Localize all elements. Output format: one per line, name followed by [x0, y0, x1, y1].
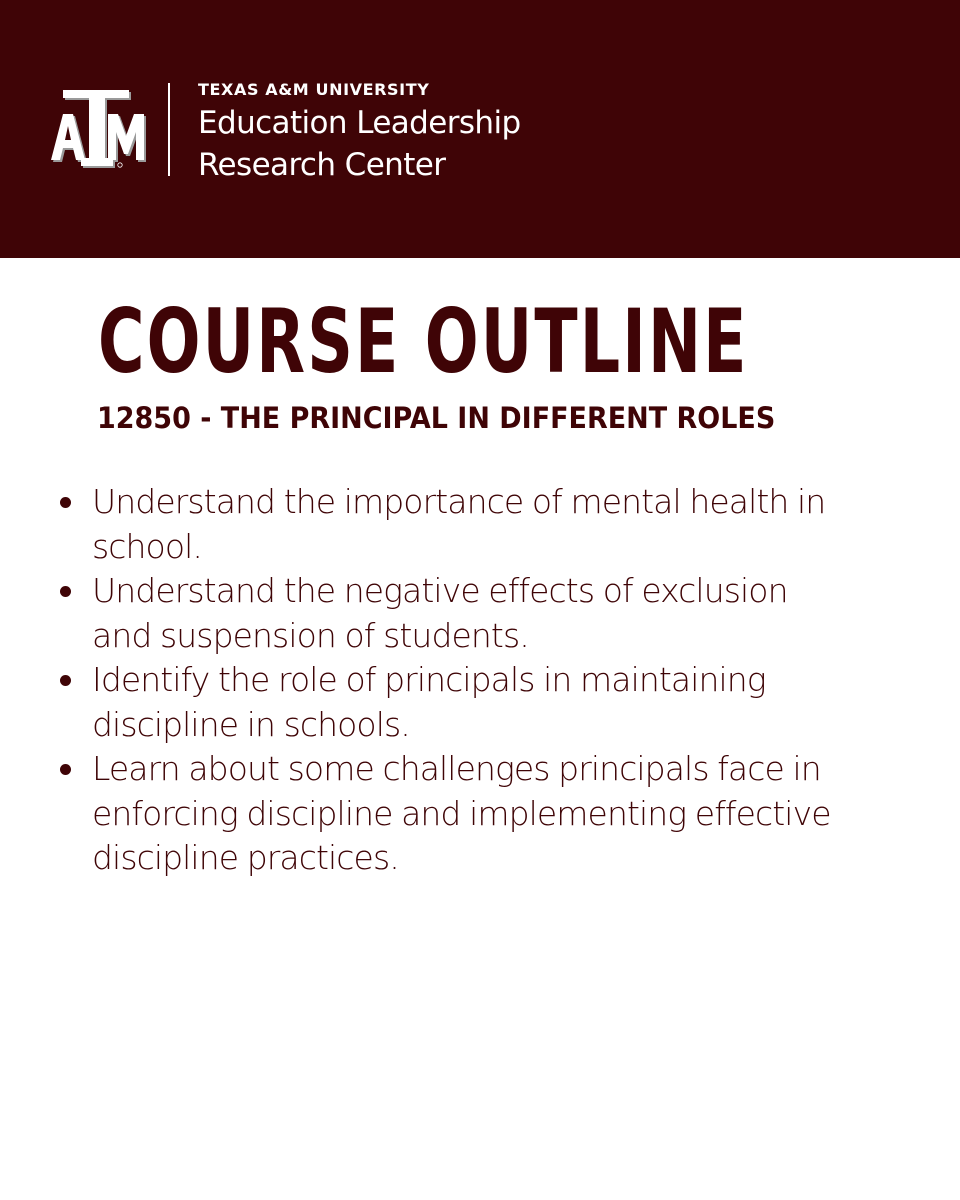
page-title: COURSE OUTLINE [98, 290, 749, 393]
outline-item: Understand the importance of mental health in school. [52, 480, 852, 569]
header-banner [0, 0, 960, 258]
center-name-line-1: Education Leadership [198, 105, 521, 141]
outline-list [52, 480, 852, 881]
header-divider [168, 83, 170, 176]
course-subtitle: 12850 - THE PRINCIPAL IN DIFFERENT ROLES [97, 401, 776, 435]
center-name [198, 102, 521, 186]
center-name-line-2: Research Center [198, 147, 446, 183]
outline-item: Learn about some challenges principals face in enforcing discipline and implementing effective discipline practices. [52, 747, 852, 881]
outline-item: Understand the negative effects of exclusion and suspension of students. [52, 569, 852, 658]
university-name: TEXAS A&M UNIVERSITY [198, 80, 430, 99]
atm-logo [50, 88, 148, 170]
outline-item: Identify the role of principals in maintaining discipline in schools. [52, 658, 852, 747]
